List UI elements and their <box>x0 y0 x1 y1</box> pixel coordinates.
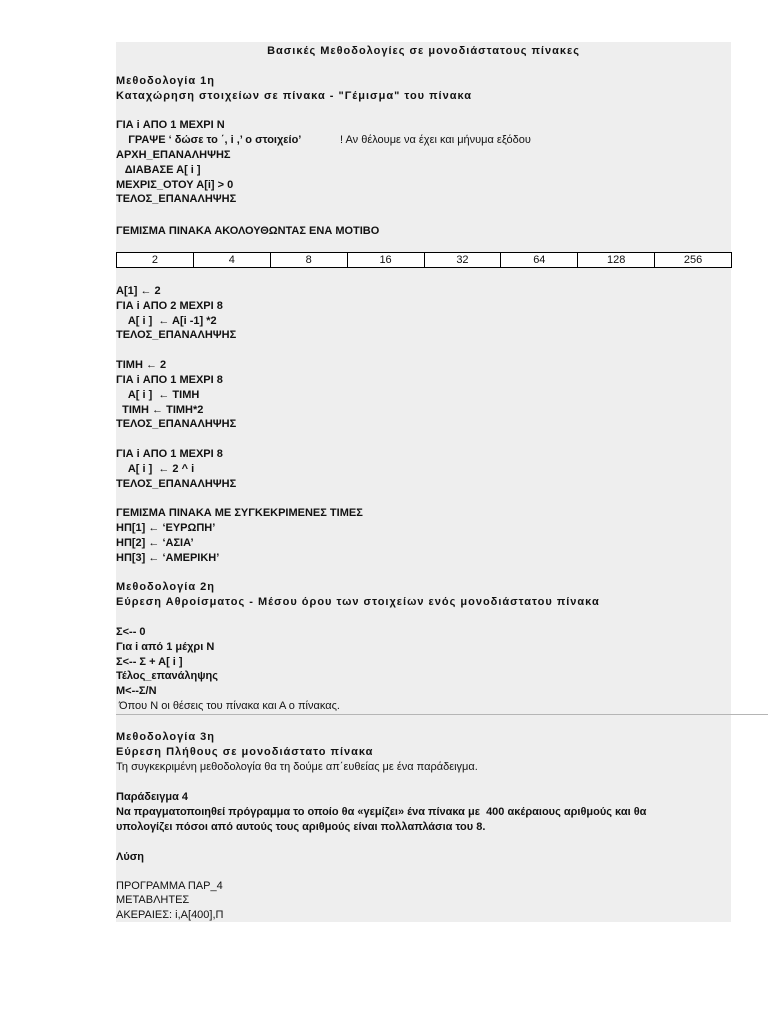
methodology-2-heading: Μεθοδολογία 2η <box>116 581 215 593</box>
code-line: ΓΙΑ i ΑΠΟ 1 ΜΕΧΡΙ 8 <box>116 448 223 460</box>
code-line: ΤΙΜΗ ← ΤΙΜΗ*2 <box>116 404 204 416</box>
code-line: ΤΙΜΗ ← 2 <box>116 359 167 371</box>
methodology-2-note: Όπου Ν οι θέσεις του πίνακα και Α ο πίνακας. <box>116 700 340 712</box>
document-title: Βασικές Μεθοδολογίες σε μονοδιάστατους πίνακες <box>267 45 580 57</box>
code-line: ΓΙΑ i ΑΠΟ 2 ΜΕΧΡΙ 8 <box>116 300 223 312</box>
table-cell: 64 <box>501 253 578 268</box>
methodology-1-heading: Μεθοδολογία 1η <box>116 75 215 87</box>
methodology-2-subtitle: Εύρεση Αθροίσματος - Μέσου όρου των στοιχείων ενός μονοδιάστατου πίνακα <box>116 596 600 608</box>
table-cell: 16 <box>347 253 424 268</box>
table-row <box>117 253 732 268</box>
code-line: ΗΠ[1] ← ‘ΕΥΡΩΠΗ’ <box>116 522 216 534</box>
code-line: ΜΕΧΡΙΣ_ΟΤΟΥ Α[i] > 0 <box>116 179 234 191</box>
example-4-heading: Παράδειγμα 4 <box>116 791 189 803</box>
code-line: ΤΕΛΟΣ_ΕΠΑΝΑΛΗΨΗΣ <box>116 418 237 430</box>
methodology-1-subtitle: Καταχώρηση στοιχείων σε πίνακα - "Γέμισμα" του πίνακα <box>116 90 473 102</box>
code-line: Μ<--Σ/Ν <box>116 685 157 697</box>
code-line: ΔΙΑΒΑΣΕ Α[ i ] <box>116 164 201 176</box>
code-line: ΤΕΛΟΣ_ΕΠΑΝΑΛΗΨΗΣ <box>116 329 237 341</box>
methodology-3-heading: Μεθοδολογία 3η <box>116 731 215 743</box>
methodology-3-subtitle: Εύρεση Πλήθους σε μονοδιάστατο πίνακα <box>116 746 374 758</box>
table-cell: 32 <box>424 253 501 268</box>
solution-heading: Λύση <box>116 851 144 863</box>
table-cell: 4 <box>193 253 270 268</box>
code-line: ΜΕΤΑΒΛΗΤΕΣ <box>116 894 190 906</box>
code-line: ΓΡΑΨΕ ‘ δώσε το ΄, i ,’ ο στοιχείο’ <box>116 134 302 146</box>
code-line: Α[1] ← 2 <box>116 285 161 297</box>
table-cell: 8 <box>270 253 347 268</box>
code-line: ΓΙΑ i ΑΠΟ 1 ΜΕΧΡΙ 8 <box>116 374 223 386</box>
code-line: Α[ i ] ← Α[i -1] *2 <box>116 315 217 327</box>
code-line: Τέλος_επανάληψης <box>116 670 218 682</box>
table-cell: 2 <box>117 253 194 268</box>
page-divider <box>116 714 768 715</box>
code-line: Α[ i ] ← 2 ^ i <box>116 463 195 475</box>
specific-values-heading: ΓΕΜΙΣΜΑ ΠΙΝΑΚΑ ΜΕ ΣΥΓΚΕΚΡΙΜΕΝΕΣ ΤΙΜΕΣ <box>116 507 363 519</box>
code-line: ΤΕΛΟΣ_ΕΠΑΝΑΛΗΨΗΣ <box>116 478 237 490</box>
code-line: Σ<-- 0 <box>116 626 146 638</box>
code-line: ΗΠ[3] ← ‘ΑΜΕΡΙΚΗ’ <box>116 552 220 564</box>
example-4-text: υπολογίζει πόσοι από αυτούς τους αριθμούς είναι πολλαπλάσια του 8. <box>116 821 486 833</box>
example-4-text: Να πραγματοποιηθεί πρόγραμμα το οποίο θα «γεμίζει» ένα πίνακα με 400 ακέραιους αριθμούς και θα <box>116 806 647 818</box>
code-line: Για i από 1 μέχρι Ν <box>116 641 215 653</box>
code-comment: ! Αν θέλουμε να έχει και μήνυμα εξόδου <box>340 134 531 146</box>
code-line: ΑΚΕΡΑΙΕΣ: i,Α[400],Π <box>116 909 224 921</box>
table-cell: 128 <box>578 253 655 268</box>
code-line: ΗΠ[2] ← ‘ΑΣΙΑ’ <box>116 537 194 549</box>
table-cell: 256 <box>655 253 732 268</box>
code-line: ΤΕΛΟΣ_ΕΠΑΝΑΛΗΨΗΣ <box>116 193 237 205</box>
code-line: Α[ i ] ← ΤΙΜΗ <box>116 389 200 401</box>
pattern-heading: ΓΕΜΙΣΜΑ ΠΙΝΑΚΑ ΑΚΟΛΟΥΘΩΝΤΑΣ ΕΝΑ ΜΟΤΙΒΟ <box>116 225 380 237</box>
pattern-table <box>116 252 732 268</box>
code-line: ΑΡΧΗ_ΕΠΑΝΑΛΗΨΗΣ <box>116 149 231 161</box>
code-line: Σ<-- Σ + Α[ i ] <box>116 656 183 668</box>
methodology-3-text: Τη συγκεκριμένη μεθοδολογία θα τη δούμε απ΄ευθείας με ένα παράδειγμα. <box>116 761 478 773</box>
code-line: ΓΙΑ i ΑΠΟ 1 ΜΕΧΡΙ Ν <box>116 119 225 131</box>
code-line: ΠΡΟΓΡΑΜΜΑ ΠΑΡ_4 <box>116 880 223 892</box>
